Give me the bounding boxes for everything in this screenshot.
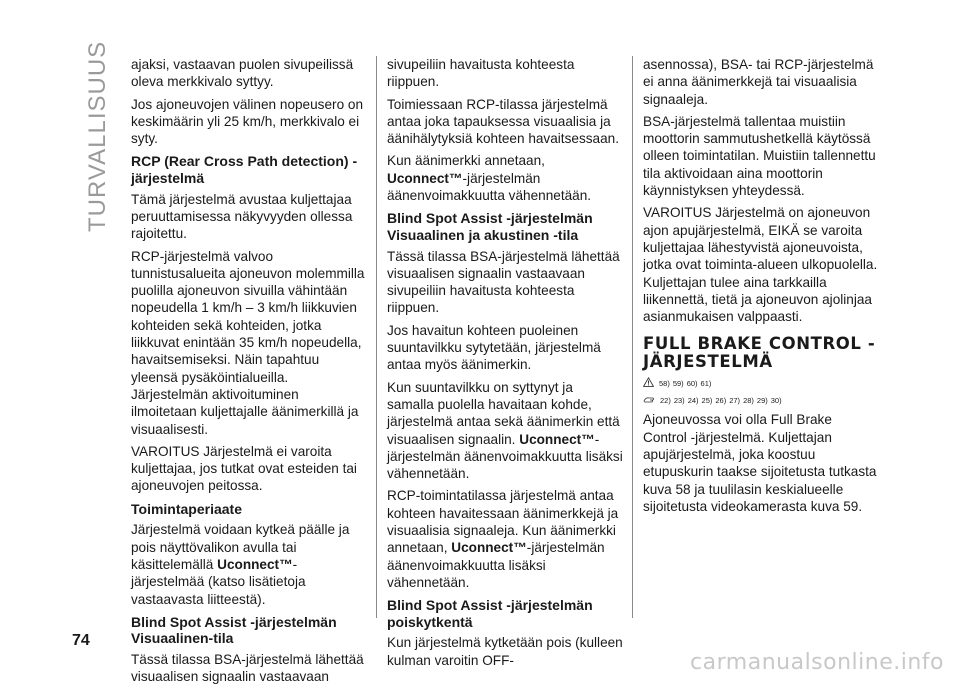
- paragraph: [387, 487, 623, 591]
- paragraph: Ajoneuvossa voi olla Full Brake Control -järjestelmä. Kuljettajan apujärjestelmä, joka koostuu etupuskurin taakse sijoitetusta tutkasta kuva 58 ja tuulilasin keskialueelle sijoitetusta videokamerasta kuva 59.: [643, 412, 877, 514]
- text-run: Järjestelmä voidaan kytkeä päälle ja pois näyttövalikon avulla tai käsittelemällä: [131, 522, 350, 572]
- reference-number: 24): [687, 395, 699, 405]
- paragraph: Kun järjestelmä kytketään pois (kulleen kulman varoitin OFF-: [387, 635, 623, 668]
- section-heading: Blind Spot Assist -järjestelmän Visuaalinen-tila: [131, 613, 337, 647]
- paragraph: BSA-järjestelmä tallentaa muistiin moottorin sammutushetkellä käytössä olleen toimintatilan. Muistiin tallennettu tila aktivoidaan aina moottorin käynnistyksen yhteydessä.: [643, 113, 876, 199]
- brand-name: Uconnect™: [387, 170, 463, 186]
- brand-name: Uconnect™: [519, 431, 595, 447]
- brand-name: Uconnect™: [217, 556, 293, 572]
- paragraph: [131, 521, 367, 607]
- paragraph: Jos havaitun kohteen puoleinen suuntavilkku sytytetään, järjestelmä antaa myös äänimerkin.: [387, 322, 601, 373]
- reference-number: 29): [756, 395, 768, 405]
- reference-number: 59): [672, 378, 684, 388]
- reference-number: 60): [686, 378, 698, 388]
- note-references: [643, 394, 879, 407]
- paragraph: Tässä tilassa BSA-järjestelmä lähettää visuaalisen signaalin vastaavaan sivupeiliin havaitusta kohteesta riippuen.: [387, 248, 620, 316]
- text-column-3: [643, 56, 879, 520]
- paragraph: ajaksi, vastaavan puolen sivupeilissä oleva merkkivalo syttyy.: [131, 57, 354, 90]
- page-number: 74: [72, 632, 90, 649]
- text-run: -järjestelmän äänenvoimakkuutta lisäksi vähennetään.: [387, 431, 623, 482]
- paragraph: Tässä tilassa BSA-järjestelmä lähettää visuaalisen signaalin vastaavaan: [131, 651, 364, 685]
- column-divider: [632, 56, 633, 618]
- paragraph: Jos ajoneuvojen välinen nopeusero on keskimäärin yli 25 km/h, merkkivalo ei syty.: [131, 96, 364, 147]
- reference-number: 22): [660, 395, 671, 405]
- note-hand-icon: [643, 394, 655, 407]
- reference-number: 23): [673, 395, 685, 405]
- reference-number: 27): [729, 395, 741, 405]
- warning-paragraph: VAROITUS Järjestelmä on ajoneuvon ajon apujärjestelmä, EIKÄ se varoita kuljettajaa lähestyvistä ajoneuvoista, jotka ovat toiminta-alueen ulkopuolella. Kuljettajan tulee aina tarkkailla liikennettä, tietä ja ajoneuvon ajolinjaa asianmukaisen valppaasti.: [643, 205, 878, 325]
- column-divider: [376, 56, 377, 618]
- paragraph: Tämä järjestelmä avustaa kuljettajaa peruuttamisessa näkyvyyden ollessa rajoitettu.: [131, 191, 353, 242]
- chapter-heading: FULL BRAKE CONTROL -JÄRJESTELMÄ: [643, 334, 876, 372]
- brand-name: Uconnect™: [451, 540, 527, 556]
- text-run: Kun suuntavilkku on syttynyt ja samalla puolella havaitaan kohde, järjestelmä antaa sekä äänimerkin että visuaalisen signaalin.: [387, 379, 620, 447]
- section-side-label: TURVALLISUUS: [84, 40, 111, 232]
- text-run: -järjestelmän äänenvoimakkuutta vähennetään.: [387, 170, 592, 204]
- section-heading: Blind Spot Assist -järjestelmän Visuaalinen ja akustinen -tila: [387, 210, 593, 243]
- text-run: -järjestelmän äänenvoimakkuutta lisäksi vähennetään.: [387, 540, 605, 590]
- text-run: -järjestelmää (katso lisätietoja vastaavasta liitteestä).: [131, 556, 306, 607]
- paragraph: [387, 152, 623, 204]
- reference-number: 25): [701, 395, 713, 405]
- reference-list: [660, 396, 785, 406]
- paragraph: sivupeiliin havaitusta kohteesta riippuen.: [387, 57, 575, 90]
- paragraph: Toimiessaan RCP-tilassa järjestelmä antaa joka tapauksessa visuaalisia ja äänihälytyksiä kohteen havaitsessaan.: [387, 96, 619, 147]
- reference-list: [659, 379, 714, 389]
- reference-number: 30): [770, 395, 782, 405]
- text-column-1: [131, 56, 367, 691]
- reference-number: 28): [743, 395, 754, 405]
- section-heading: RCP (Rear Cross Path detection) -järjestelmä: [131, 153, 358, 187]
- warning-references: [643, 377, 879, 390]
- section-heading: Blind Spot Assist -järjestelmän poiskytkentä: [387, 597, 593, 630]
- paragraph: [387, 379, 623, 483]
- text-run: Kun äänimerkki annetaan,: [387, 153, 545, 169]
- section-heading: Toimintaperiaate: [131, 500, 242, 517]
- text-run: RCP-toimintatilassa järjestelmä antaa kohteen havaitessaan äänimerkkejä ja visuaalisia signaaleja. Kun äänimerkki annetaan,: [387, 488, 619, 556]
- warning-triangle-icon: [643, 377, 654, 390]
- watermark: carmanualsonline.info: [690, 650, 944, 675]
- warning-paragraph: VAROITUS Järjestelmä ei varoita kuljettajaa, jos tutkat ovat esteiden tai ajoneuvojen peitossa.: [131, 443, 357, 494]
- paragraph: RCP-järjestelmä valvoo tunnistusalueita ajoneuvon molemmilla puolilla ajoneuvon sivuilla vähintään nopeudella 1 km/h – 3 km/h liikkuvien kohteiden sekä kohteiden, jotka liikkuvat enintään 35 km/h nopeudella, havaitsemiseksi. Näin tapahtuu yleensä pysäköintialueilla. Järjestelmän aktivoituminen ilmoitetaan kuljettajalle äänimerkillä ja visuaalisesti.: [131, 248, 365, 437]
- reference-number: 58): [659, 378, 670, 388]
- text-column-2: [387, 56, 623, 674]
- paragraph: asennossa), BSA- tai RCP-järjestelmä ei anna äänimerkkejä tai visuaalisia signaaleja.: [643, 57, 874, 107]
- reference-number: 26): [715, 395, 727, 405]
- reference-number: 61): [700, 378, 712, 388]
